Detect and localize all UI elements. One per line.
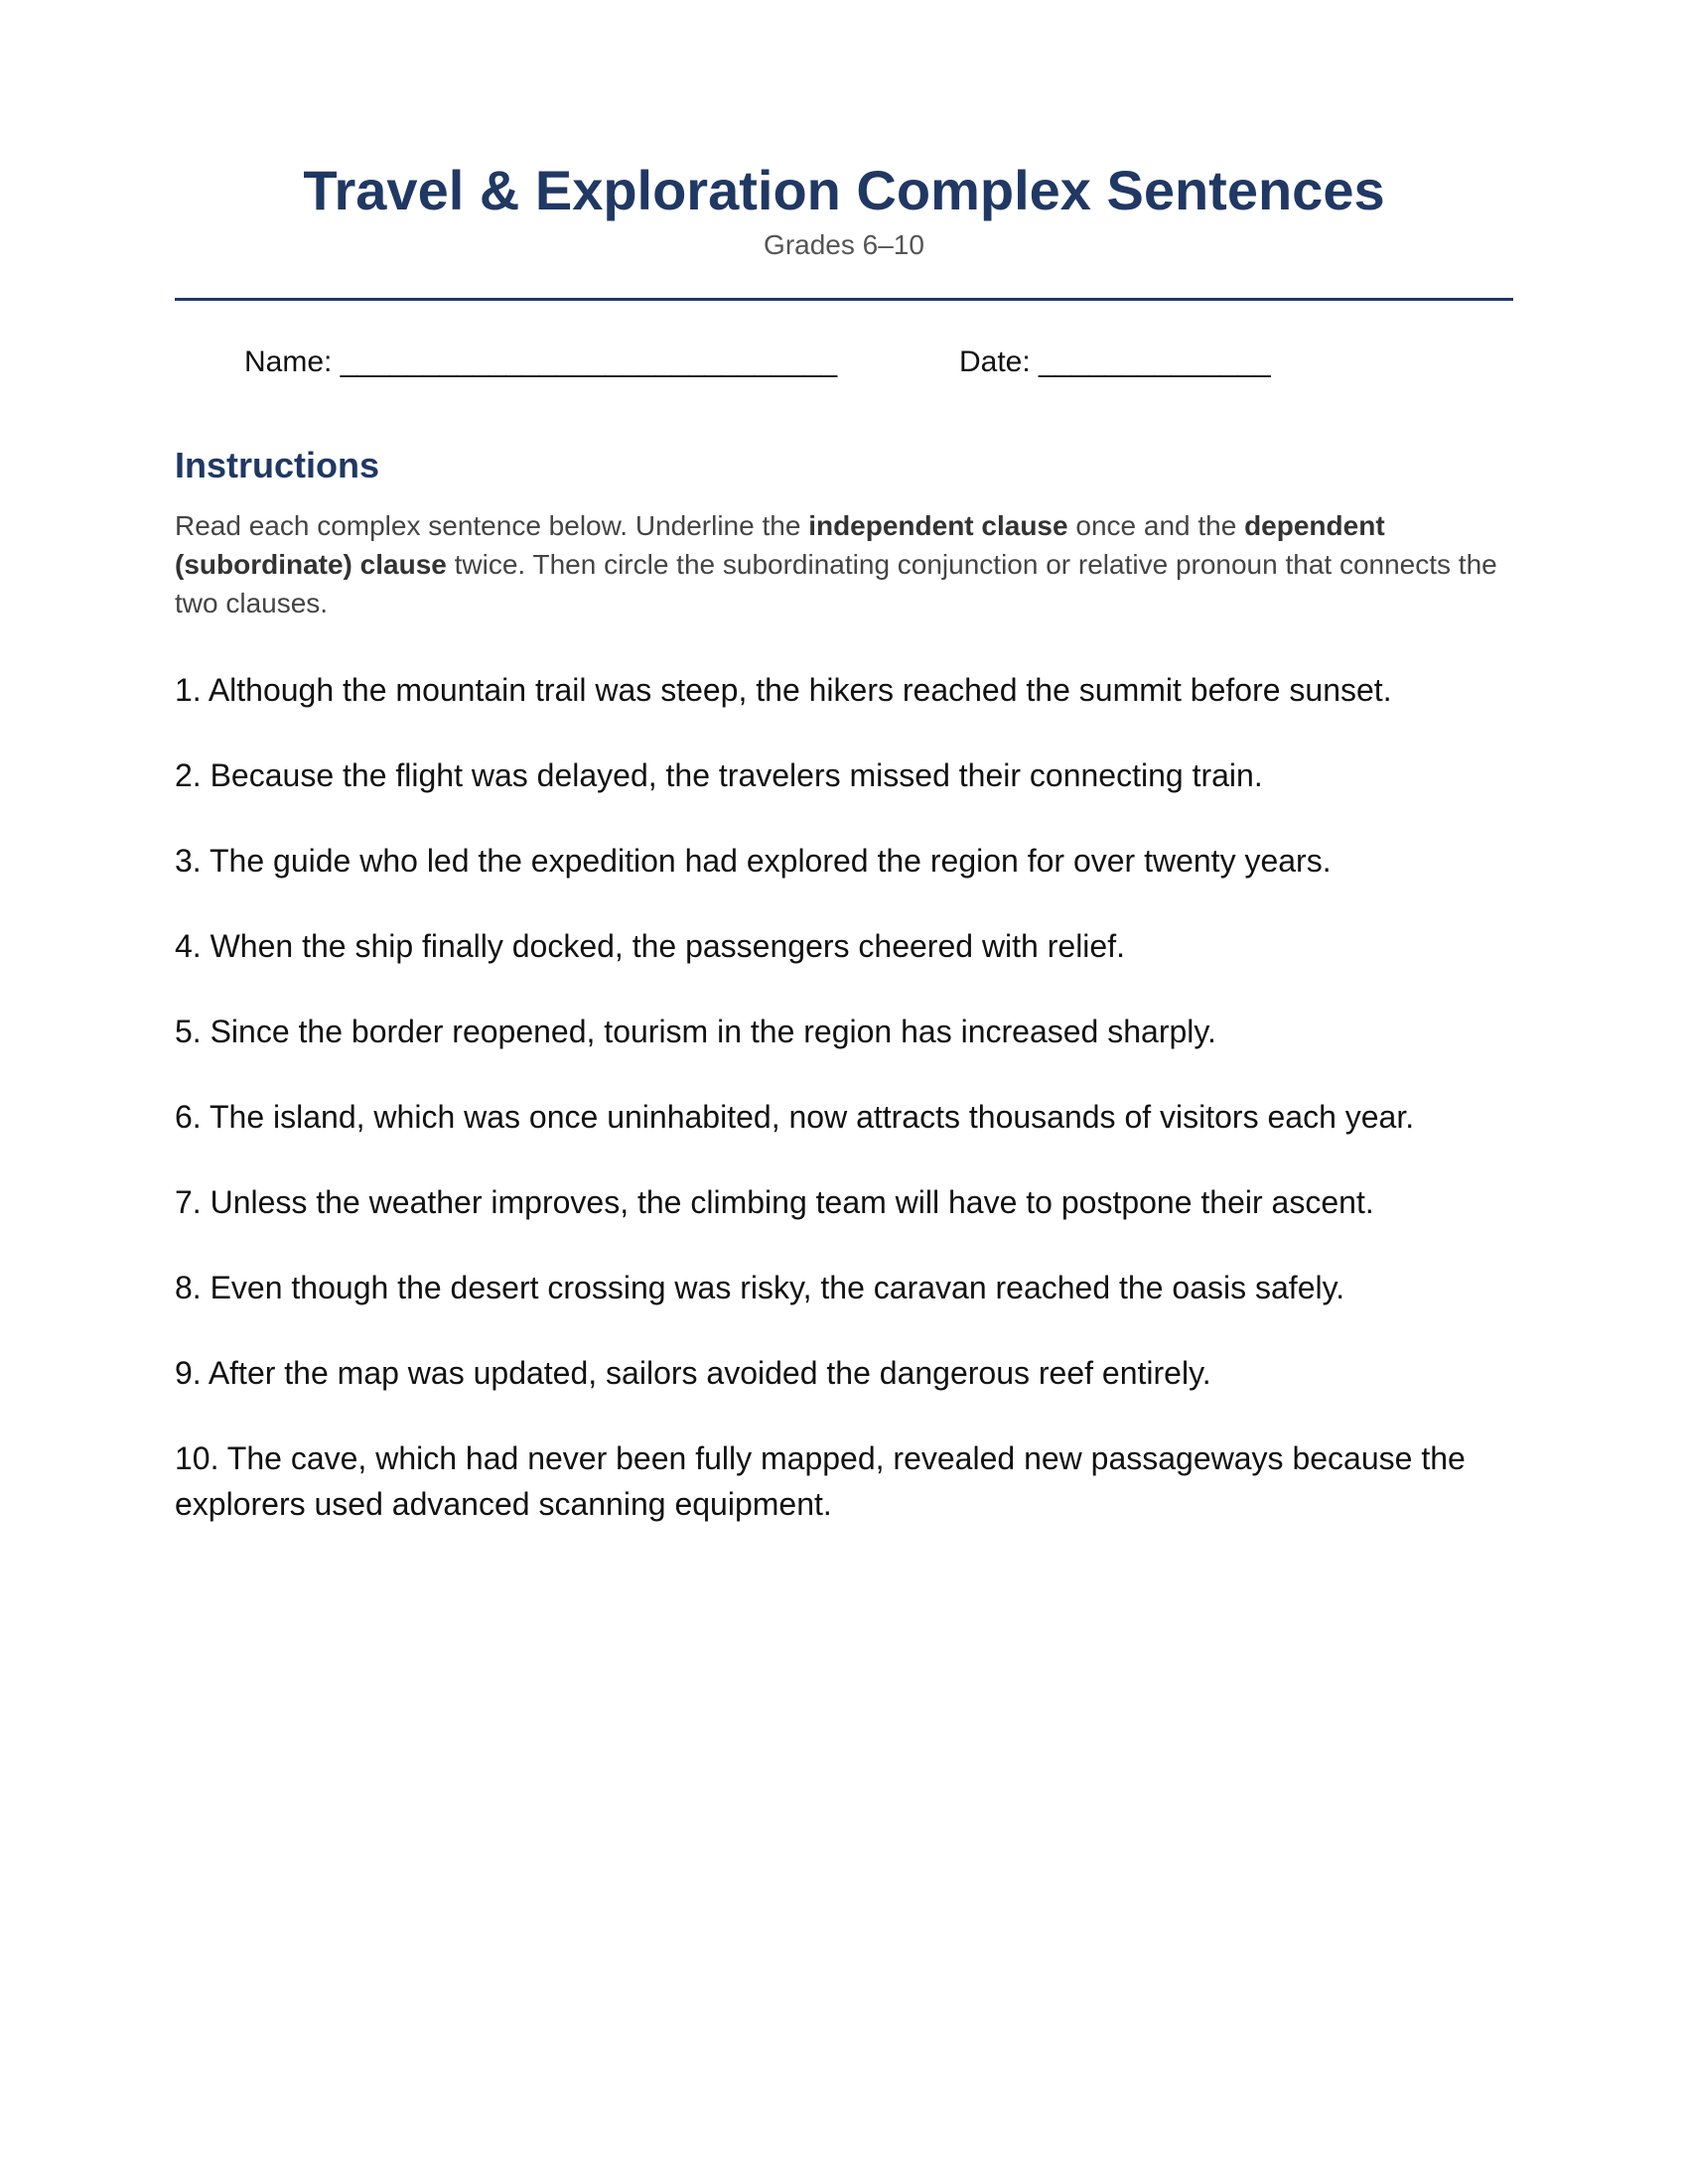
page-title: Travel & Exploration Complex Sentences [303,159,1385,221]
question-item: 1. Although the mountain trail was steep, the hikers reached the summit before sunset. [175,672,1392,708]
instructions-bold-dependent: dependent (subordinate) clause [175,510,1385,580]
grade-level-subtitle: Grades 6–10 [764,229,924,260]
question-item: 6. The island, which was once uninhabited, now attracts thousands of visitors each year. [175,1099,1415,1135]
instructions-text-part-1: Read each complex sentence below. Underline the [175,510,809,541]
question-item: 7. Unless the weather improves, the climbing team will have to postpone their ascent. [175,1184,1374,1220]
instructions-heading: Instructions [175,445,380,485]
header-divider [175,298,1513,301]
question-item: 5. Since the border reopened, tourism in the region has increased sharply. [175,1014,1216,1049]
name-field: Name: ______________________________ [244,345,838,378]
question-item: 3. The guide who led the expedition had explored the region for over twenty years. [175,843,1332,879]
question-item: 2. Because the flight was delayed, the travelers missed their connecting train. [175,757,1263,793]
date-field: Date: ______________ [959,345,1271,378]
question-item: 9. After the map was updated, sailors avoided the dangerous reef entirely. [175,1355,1211,1391]
question-item: 8. Even though the desert crossing was risky, the caravan reached the oasis safely. [175,1270,1345,1305]
instructions-text-part-2: once and the [1067,510,1245,541]
instructions-text-part-3: twice. Then circle the subordinating conjunction or relative pronoun that connects the two clauses. [175,549,1497,618]
instructions-text [175,506,1513,622]
question-item: 10. The cave, which had never been fully mapped, revealed new passageways because the explorers used advanced scanning equipment. [175,1440,1466,1522]
question-list [175,667,1513,1567]
instructions-bold-independent: independent clause [808,510,1068,541]
question-item: 4. When the ship finally docked, the passengers cheered with relief. [175,928,1125,964]
